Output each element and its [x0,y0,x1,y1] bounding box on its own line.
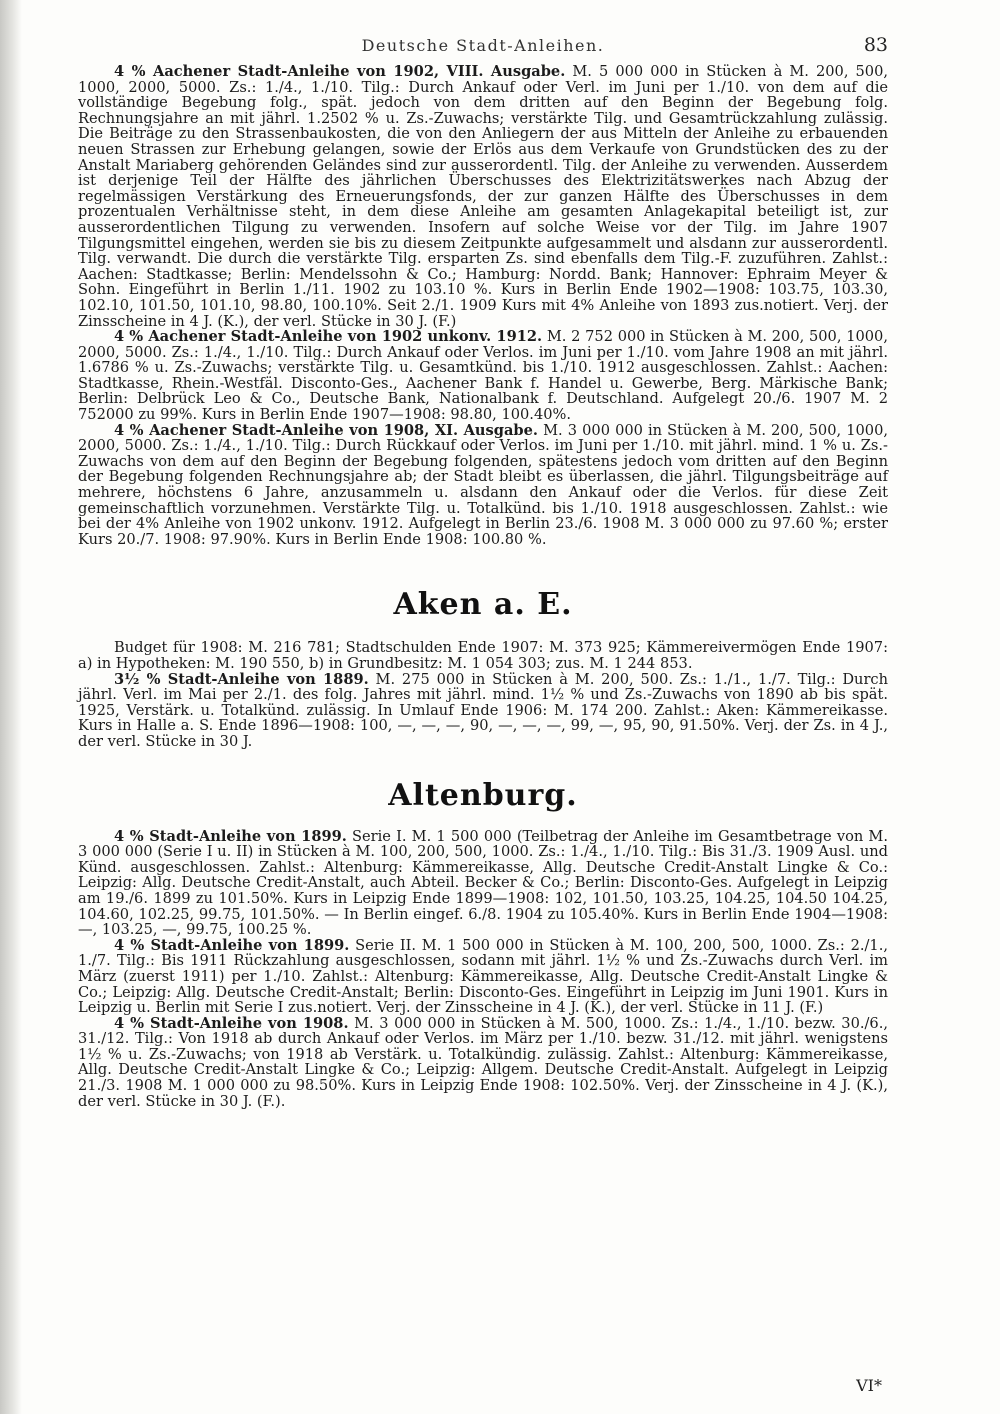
page-number: 83 [863,34,888,56]
bond-entry [78,672,888,750]
running-title: Deutsche Stadt-Anleihen. [361,36,605,55]
bond-entry [78,329,888,423]
bond-entry [78,64,888,329]
bond-body: M. 3 000 000 in Stücken à M. 200, 500, 1000, 2000, 5000. Zs.: 1./4., 1./10. Tilg.: Durch Rückkauf oder Verlos. im Juni per 1./10. mit jährl. mind. 1 % u. Zs.-Zuwachs von dem auf den Beginn der Begebung folgenden, spätestens jedoch vom dritten auf den Beginn der Begebung folgenden Rechnungsjahre ab; der Stadt bleibt es überlassen, die jährl. Tilgungsbeiträge auf mehrere, höchstens 6 Jahre, anzusammeln u. alsdann den Ankauf oder die Verlos. für diese Zeit gemeinschaftlich vorzunehmen. Verstärkte Tilg. u. Totalkünd. bis 1./10. 1918 ausgeschlossen. Zahlst.: wie bei der 4% Anleihe von 1902 unkonv. 1912. Aufgelegt in Berlin 23./6. 1908 M. 3 000 000 zu 97.60 %; erster Kurs 20./7. 1908: 97.90%. Kurs in Berlin Ende 1908: 100.80 %. [78,421,888,548]
bond-entry [78,423,888,548]
bond-heading: 4 % Stadt-Anleihe von 1899. [114,936,350,954]
running-head [78,30,888,64]
bond-heading: 4 % Stadt-Anleihe von 1908. [114,1014,349,1032]
bond-body: M. 2 752 000 in Stücken à M. 200, 500, 1000, 2000, 5000. Zs.: 1./4., 1./10. Tilg.: Durch Ankauf oder Verlos. im Juni per 1./10. vom Jahre 1908 an mit jährl. 1.6786 % u. Zs.-Zuwachs; verstärkte Tilg. u. Gesamtkünd. bis 1./10. 1912 ausgeschlossen. Zahlst.: Aachen: Stadtkasse, Rhein.-Westfäl. Disconto-Ges., Aachener Bank f. Handel u. Gewerbe, Berg. Märkische Bank; Berlin: Delbrück Leo & Co., Deutsche Bank, Nationalbank f. Deutschland. Aufgelegt 20./6. 1907 M. 2 752000 zu 99%. Kurs in Berlin Ende 1907—1908: 98.80, 100.40%. [78,328,888,424]
book-binding-edge [0,0,22,1414]
bond-entry [78,1016,888,1110]
bond-body: Serie I. M. 1 500 000 (Teilbetrag der Anleihe im Gesamtbetrage von M. 3 000 000 (Serie I u. II) in Stücken à M. 100, 200, 500, 1000. Zs.: 1./4., 1./10. Tilg.: Bis 31./3. 1909 Ausl. und Künd. ausgeschlossen. Zahlst.: Altenburg: Kämmereikasse, Allg. Deutsche Credit-Anstalt Lingke & Co.: Leipzig: Allg. Deutsche Credit-Anstalt, auch Abteil. Becker & Co.; Berlin: Disconto-Ges. Aufgelegt in Leipzig am 19./6. 1899 zu 101.50%. Kurs in Leipzig Ende 1899—1908: 102, 101.50, 103.25, 104.25, 104.50 104.25, 104.60, 102.25, 99.75, 101.50%. — In Berlin eingef. 6./8. 1904 zu 105.40%. Kurs in Berlin Ende 1904—1908: —, 103.25, —, 99.75, 100.25 %. [78,827,889,939]
bond-heading: 4 % Aachener Stadt-Anleihe von 1902, VIII. Ausgabe. [114,63,566,80]
document-page [78,30,888,1109]
bond-body: M. 275 000 in Stücken à M. 200, 500. Zs.: 1./1., 1./7. Tilg.: Durch jährl. Verl. im Mai per 2./1. des folg. Jahres mit jährl. mind. 1½ % und Zs.-Zuwachs von 1890 ab bis spät. 1925, Verstärk. u. Totalkünd. zulässig. In Umlauf Ende 1906: M. 174 200. Zahlst.: Aken: Kämmereikasse. Kurs in Halle a. S. Ende 1896—1908: 100, —, —, —, 90, —, —, —, 99, —, 95, 90, 91.50%. Verj. der Zs. in 4 J., der verl. Stücke in 30 J. [78,670,888,750]
city-heading-aken: Aken a. E. [393,587,573,623]
bond-heading: 4 % Stadt-Anleihe von 1899. [114,827,347,845]
city-budget: Budget für 1908: M. 216 781; Stadtschulden Ende 1907: M. 373 925; Kämmereivermögen Ende 1907: a) in Hypotheken: M. 190 550, b) in Grundbesitz: M. 1 054 303; zus. M. 1 244 853. [78,639,888,672]
bond-body: M. 5 000 000 in Stücken à M. 200, 500, 1000, 2000, 5000. Zs.: 1./4., 1./10. Tilg.: Durch Ankauf oder Verl. im Juni per 1./10. von dem auf die vollständige Begebung folg., spät. jedoch von dem dritten auf den Beginn der Begebung folg. Rechnungsjahre an mit jährl. 1.2502 % u. Zs.-Zuwachs; verstärkte Tilg. und Gesamtrückzahlung zulässig. Die Beiträge zu den Strassenbaukosten, die von den Anliegern der aus Mitteln der Anleihe zu erbauenden neuen Strassen zur Erhebung gelangen, sowie der Erlös aus dem Verkaufe von Grundstücken des zu der Anstalt Mariaberg gehörenden Geländes sind zur ausserordentl. Tilg. der Anleihe zu verwenden. Ausserdem ist derjenige Teil der Hälfte des jährlichen Überschusses des Elektrizitätswerkes nach Abzug der regelmässigen Verstärkung des Erneuerungsfonds, der zur ganzen Hälfte des Überschusses in dem prozentualen Verhältnisse steht, in dem diese Anleihe am gesamten Anlagekapital beteiligt ist, zur ausserordentlichen Tilgung zu verwenden. Insofern auf solche Weise vor der Tilg. im Jahre 1907 Tilgungsmittel eingehen, werden sie bis zu diesem Zeitpunkte aufgesammelt und alsdann zur ausserordentl. Tilg. verwandt. Die durch die verstärkte Tilg. ersparten Zs. sind ebenfalls dem Tilg.-F. zuzuführen. Zahlst.: Aachen: Stadtkasse; Berlin: Mendelssohn & Co.; Hamburg: Nordd. Bank; Hannover: Ephraim Meyer & Sohn. Eingeführt in Berlin 1./11. 1902 zu 103.10 %. Kurs in Berlin Ende 1902—1908: 103.75, 103.30, 102.10, 101.50, 101.10, 98.80, 100.10%. Seit 2./1. 1909 Kurs mit 4% Anleihe von 1893 zus.notiert. Verj. der Zinsscheine in 4 J. (K.), der verl. Stücke in 30 J. (F.) [78,63,888,330]
bond-body: M. 3 000 000 in Stücken à M. 500, 1000. Zs.: 1./4., 1./10. bezw. 30./6., 31./12. Tilg.: Von 1918 ab durch Ankauf oder Verlos. im März per 1./10. bezw. 31./12. mit jährl. wenigstens 1½ % u. Zs.-Zuwachs; von 1918 ab Verstärk. u. Totalkündig. zulässig. Zahlst.: Altenburg: Kämmereikasse, Allg. Deutsche Credit-Anstalt Lingke & Co.; Leipzig: Allgem. Deutsche Credit-Anstalt. Aufgelegt in Leipzig 21./3. 1908 M. 1 000 000 zu 98.50%. Kurs in Leipzig Ende 1908: 102.50%. Verj. der Zinsscheine in 4 J. (K.), der verl. Stücke in 30 J. (F.). [78,1014,888,1110]
bond-body: Serie II. M. 1 500 000 in Stücken à M. 100, 200, 500, 1000. Zs.: 2./1., 1./7. Tilg.: Bis 1911 Rückzahlung ausgeschlossen, sodann mit jährl. 1½ % und Zs.-Zuwachs durch Verl. im März (zuerst 1911) per 1./10. Zahlst.: Altenburg: Kämmereikasse, Allg. Deutsche Credit-Anstalt Lingke & Co.; Leipzig: Allg. Deutsche Credit-Anstalt; Berlin: Disconto-Ges. Eingeführt in Leipzig im Juni 1901. Kurs in Leipzig u. Berlin mit Serie I zus.notiert. Verj. der Zinsscheine in 4 J. (K.), der verl. Stücke in 11 J. (F.) [78,936,888,1017]
bond-heading: 4 % Aachener Stadt-Anleihe von 1902 unkonv. 1912. [114,328,543,346]
bond-entry [78,938,888,1016]
bond-heading: 4 % Aachener Stadt-Anleihe von 1908, XI. Ausgabe. [114,421,538,439]
sheet-signature: VI* [856,1376,882,1395]
bond-entry [78,829,888,938]
bond-heading: 3½ % Stadt-Anleihe von 1889. [114,670,369,688]
city-heading-altenburg: Altenburg. [388,777,578,813]
